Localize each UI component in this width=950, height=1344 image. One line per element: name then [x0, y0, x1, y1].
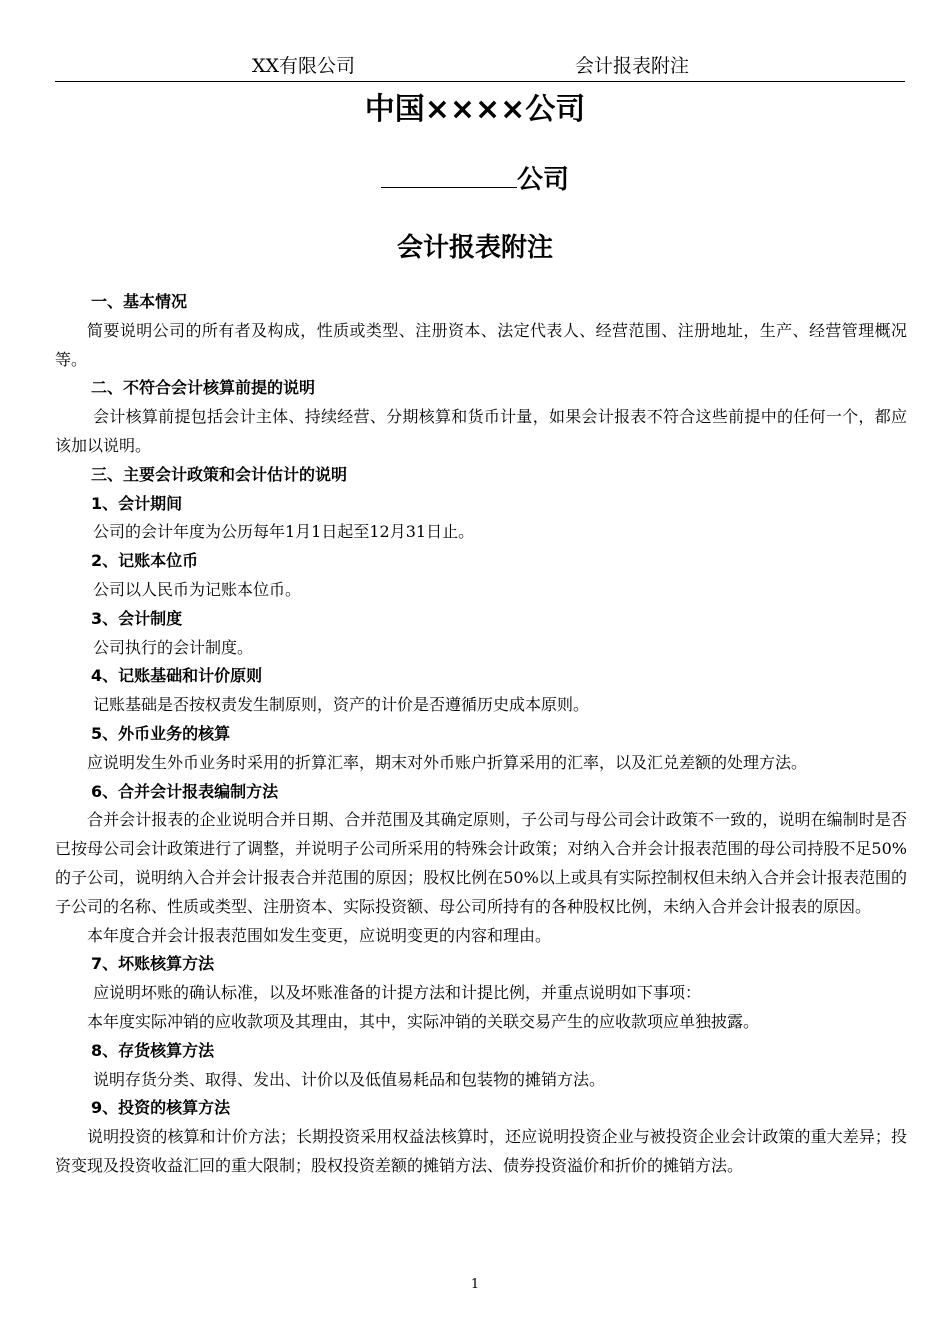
document-body — [55, 288, 907, 1181]
subsection-text: 说明存货分类、取得、发出、计价以及低值易耗品和包装物的摊销方法。 — [93, 1069, 606, 1089]
subsidiary-title — [0, 162, 950, 198]
page-number: 1 — [470, 1277, 480, 1292]
subsection-text: 公司以人民币为记账本位币。 — [93, 579, 302, 599]
subsection-text: 说明投资的核算和计价方法；长期投资采用权益法核算时，还应说明投资企业与被投资企业会计政策的重大差异；投资变现及投资收益汇回的重大限制；股权投资差额的摊销方法、债券投资溢价和折价的摊销方法。 — [55, 1127, 907, 1175]
header-company: XX有限公司 — [252, 55, 356, 77]
subsection-heading: 1、会计期间 — [91, 493, 183, 513]
subsection-text: 应说明坏账的确认标准，以及坏账准备的计提方法和计提比例，并重点说明如下事项： — [93, 983, 702, 1003]
fill-in-blank — [381, 165, 517, 188]
subsection-heading: 7、坏账核算方法 — [91, 954, 215, 974]
main-title: 中国××××公司 — [364, 92, 586, 127]
subsection-text: 应说明发生外币业务时采用的折算汇率，期末对外币账户折算采用的汇率，以及汇兑差额的处理方法。 — [87, 752, 808, 772]
subsection-heading: 4、记账基础和计价原则 — [91, 666, 263, 686]
section-text: 简要说明公司的所有者及构成，性质或类型、注册资本、法定代表人、经营范围、注册地址，生产、经营管理概况等。 — [55, 320, 907, 369]
subsection-text: 合并会计报表的企业说明合并日期、合并范围及其确定原则，子公司与母公司会计政策不一致的，说明在编制时是否已按母公司会计政策进行了调整，并说明子公司所采用的特殊会计政策；对纳入合并会计报表范围的母公司持股不足50%的子公司，说明纳入合并会计报表合并范围的原因；股权比例在50%以上或具有实际控制权但未纳入合并会计报表范围的子公司的名称、性质或类型、注册资本、实际投资额、母公司所持有的各种股权比例，未纳入合并会计报表的原因。 — [55, 810, 907, 916]
section-heading: 一、基本情况 — [91, 292, 188, 311]
header-rule — [55, 81, 905, 82]
subsection-heading: 5、外币业务的核算 — [91, 723, 231, 743]
subsidiary-suffix: 公司 — [516, 165, 569, 195]
subsection-text: 本年度合并会计报表范围如发生变更，应说明变更的内容和理由。 — [87, 925, 552, 945]
report-title: 会计报表附注 — [396, 233, 553, 263]
section-heading: 三、主要会计政策和会计估计的说明 — [91, 464, 348, 484]
section-heading: 二、不符合会计核算前提的说明 — [91, 378, 316, 398]
subsection-heading: 8、存货核算方法 — [91, 1040, 215, 1060]
subsection-heading: 2、记账本位币 — [91, 551, 199, 571]
subsection-text: 记账基础是否按权责发生制原则，资产的计价是否遵循历史成本原则。 — [93, 695, 590, 715]
subsection-text: 公司的会计年度为公历每年1月1日起至12月31日止。 — [93, 522, 475, 542]
subsection-text: 本年度实际冲销的应收款项及其理由，其中，实际冲销的关联交易产生的应收款项应单独披露。 — [87, 1011, 760, 1031]
header-doc-title: 会计报表附注 — [575, 55, 690, 77]
section-text: 会计核算前提包括会计主体、持续经营、分期核算和货币计量，如果会计报表不符合这些前提中的任何一个，都应该加以说明。 — [55, 407, 907, 455]
subsection-text: 公司执行的会计制度。 — [93, 637, 254, 657]
subsection-heading: 3、会计制度 — [91, 608, 183, 628]
subsection-heading: 6、合并会计报表编制方法 — [91, 781, 279, 801]
subsection-heading: 9、投资的核算方法 — [91, 1098, 231, 1118]
